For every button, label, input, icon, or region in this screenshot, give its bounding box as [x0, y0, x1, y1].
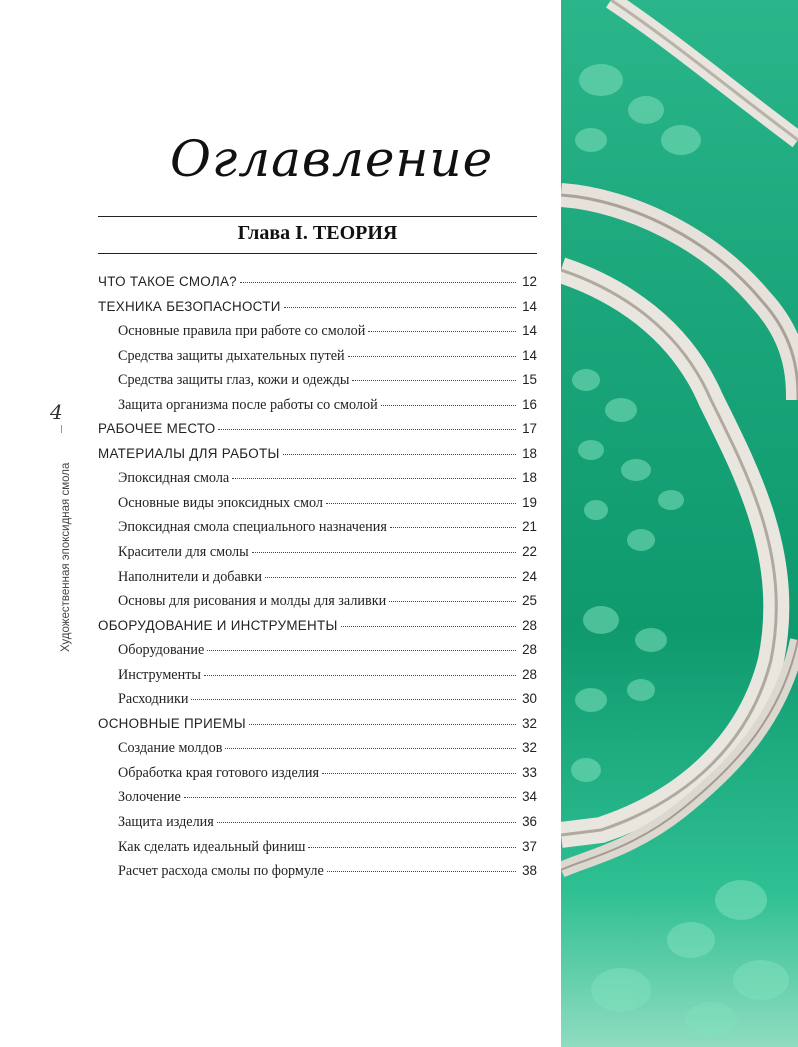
toc-leader-dots: [322, 773, 516, 774]
toc-page-number: 34: [522, 789, 537, 805]
toc-leader-dots: [252, 552, 516, 553]
toc-entry-label: Средства защиты глаз, кожи и одежды: [118, 372, 350, 389]
toc-entry-label: Основные виды эпоксидных смол: [118, 494, 323, 511]
chapter-top-rule: [98, 216, 537, 217]
toc-subsection-row: [98, 642, 537, 667]
toc-entry-label: Наполнители и добавки: [118, 568, 262, 585]
toc-leader-dots: [249, 724, 516, 725]
toc-leader-dots: [225, 748, 516, 749]
toc-entry-label: Расчет расхода смолы по формуле: [118, 863, 324, 880]
toc-entry-label: Золочение: [118, 789, 181, 806]
toc-subsection-row: [98, 691, 537, 716]
toc-page-number: 22: [522, 544, 537, 560]
toc-page-number: 28: [522, 642, 537, 658]
page-title: Оглавление: [170, 130, 494, 188]
toc-page-number: 14: [522, 323, 537, 339]
toc-entry-label: Защита организма после работы со смолой: [118, 396, 378, 413]
toc-subsection-row: [98, 372, 537, 397]
toc-page-number: 12: [522, 274, 537, 289]
toc-subsection-row: [98, 839, 537, 864]
toc-subsection-row: [98, 814, 537, 839]
toc-entry-label: Создание молдов: [118, 740, 223, 757]
toc-subsection-row: [98, 863, 537, 888]
toc-entry-label: Как сделать идеальный финиш: [118, 838, 306, 855]
toc-section-row: [98, 274, 537, 299]
toc-page-number: 18: [522, 470, 537, 486]
toc-page-number: 33: [522, 764, 537, 780]
toc-subsection-row: [98, 495, 537, 520]
toc-leader-dots: [308, 847, 516, 848]
toc-leader-dots: [184, 797, 516, 798]
toc-entry-label: ЧТО ТАКОЕ СМОЛА?: [98, 274, 237, 289]
toc-entry-label: Основы для рисования и молды для заливки: [118, 593, 387, 610]
toc-entry-label: ТЕХНИКА БЕЗОПАСНОСТИ: [98, 298, 281, 314]
chapter-bottom-rule: [98, 253, 537, 254]
toc-subsection-row: [98, 519, 537, 544]
toc-entry-label: Защита изделия: [118, 814, 214, 831]
toc-leader-dots: [326, 503, 516, 504]
chapter-title: Глава I. ТЕОРИЯ: [237, 222, 398, 244]
toc-subsection-row: [98, 789, 537, 814]
toc-page-number: 14: [522, 298, 537, 314]
toc-page-number: 21: [522, 519, 537, 535]
toc-leader-dots: [381, 405, 516, 406]
toc-page-number: 16: [522, 396, 537, 412]
toc-section-row: [98, 716, 537, 741]
toc-leader-dots: [232, 478, 516, 479]
toc-leader-dots: [265, 577, 516, 578]
toc-subsection-row: [98, 470, 537, 495]
toc-page-number: 25: [522, 593, 537, 609]
toc-subsection-row: [98, 740, 537, 765]
toc-leader-dots: [240, 282, 516, 283]
toc-leader-dots: [218, 429, 516, 430]
toc-entry-label: Эпоксидная смола: [118, 470, 230, 487]
toc-entry-label: МАТЕРИАЛЫ ДЛЯ РАБОТЫ: [98, 445, 280, 461]
toc-subsection-row: [98, 765, 537, 790]
resin-art-svg: [561, 0, 798, 1047]
toc-section-row: [98, 421, 537, 446]
toc-subsection-row: [98, 397, 537, 422]
toc-page-number: 18: [522, 445, 537, 461]
toc-leader-dots: [352, 380, 516, 381]
toc-page-number: 28: [522, 666, 537, 682]
toc-page-number: 24: [522, 568, 537, 584]
toc-subsection-row: [98, 569, 537, 594]
toc-page-number: 15: [522, 372, 537, 388]
toc-page-number: 17: [522, 421, 537, 437]
toc-leader-dots: [207, 650, 516, 651]
toc-entry-label: Основные правила при работе со смолой: [118, 323, 366, 340]
toc-entry-label: Расходники: [118, 691, 189, 708]
toc-page-number: 30: [522, 691, 537, 707]
toc-entry-label: Красители для смолы: [118, 544, 249, 561]
toc-leader-dots: [368, 331, 516, 332]
toc-entry-label: Эпоксидная смола специального назначения: [118, 519, 387, 536]
toc-subsection-row: [98, 667, 537, 692]
toc-entry-label: Оборудование: [118, 642, 205, 659]
toc-page-number: 28: [522, 617, 537, 633]
toc-leader-dots: [284, 307, 516, 308]
toc-entry-label: РАБОЧЕЕ МЕСТО: [98, 421, 216, 437]
page-number: 4: [50, 400, 63, 424]
toc-page-number: 14: [522, 347, 537, 363]
toc-leader-dots: [283, 454, 516, 455]
table-of-contents: [98, 274, 537, 888]
toc-leader-dots: [327, 871, 516, 872]
toc-leader-dots: [204, 675, 516, 676]
toc-leader-dots: [341, 626, 516, 627]
running-header: Художественная эпоксидная смола: [60, 462, 72, 652]
toc-entry-label: ОБОРУДОВАНИЕ И ИНСТРУМЕНТЫ: [98, 617, 338, 633]
toc-leader-dots: [389, 601, 516, 602]
epoxy-resin-art-image: [561, 0, 798, 1047]
toc-subsection-row: [98, 348, 537, 373]
toc-entry-label: Инструменты: [118, 666, 201, 683]
toc-section-row: [98, 618, 537, 643]
toc-page-number: 38: [522, 863, 537, 879]
toc-subsection-row: [98, 544, 537, 569]
toc-entry-label: Обработка края готового изделия: [118, 764, 319, 781]
toc-entry-label: ОСНОВНЫЕ ПРИЕМЫ: [98, 715, 246, 731]
toc-page-number: 32: [522, 715, 537, 731]
toc-subsection-row: [98, 323, 537, 348]
toc-page-number: 32: [522, 740, 537, 756]
toc-subsection-row: [98, 593, 537, 618]
toc-page-number: 36: [522, 814, 537, 830]
toc-section-row: [98, 299, 537, 324]
toc-leader-dots: [191, 699, 516, 700]
toc-page-number: 37: [522, 838, 537, 854]
toc-leader-dots: [348, 356, 516, 357]
toc-page-number: 19: [522, 494, 537, 510]
toc-leader-dots: [390, 527, 516, 528]
toc-entry-label: Средства защиты дыхательных путей: [118, 347, 345, 364]
toc-section-row: [98, 446, 537, 471]
toc-leader-dots: [217, 822, 516, 823]
